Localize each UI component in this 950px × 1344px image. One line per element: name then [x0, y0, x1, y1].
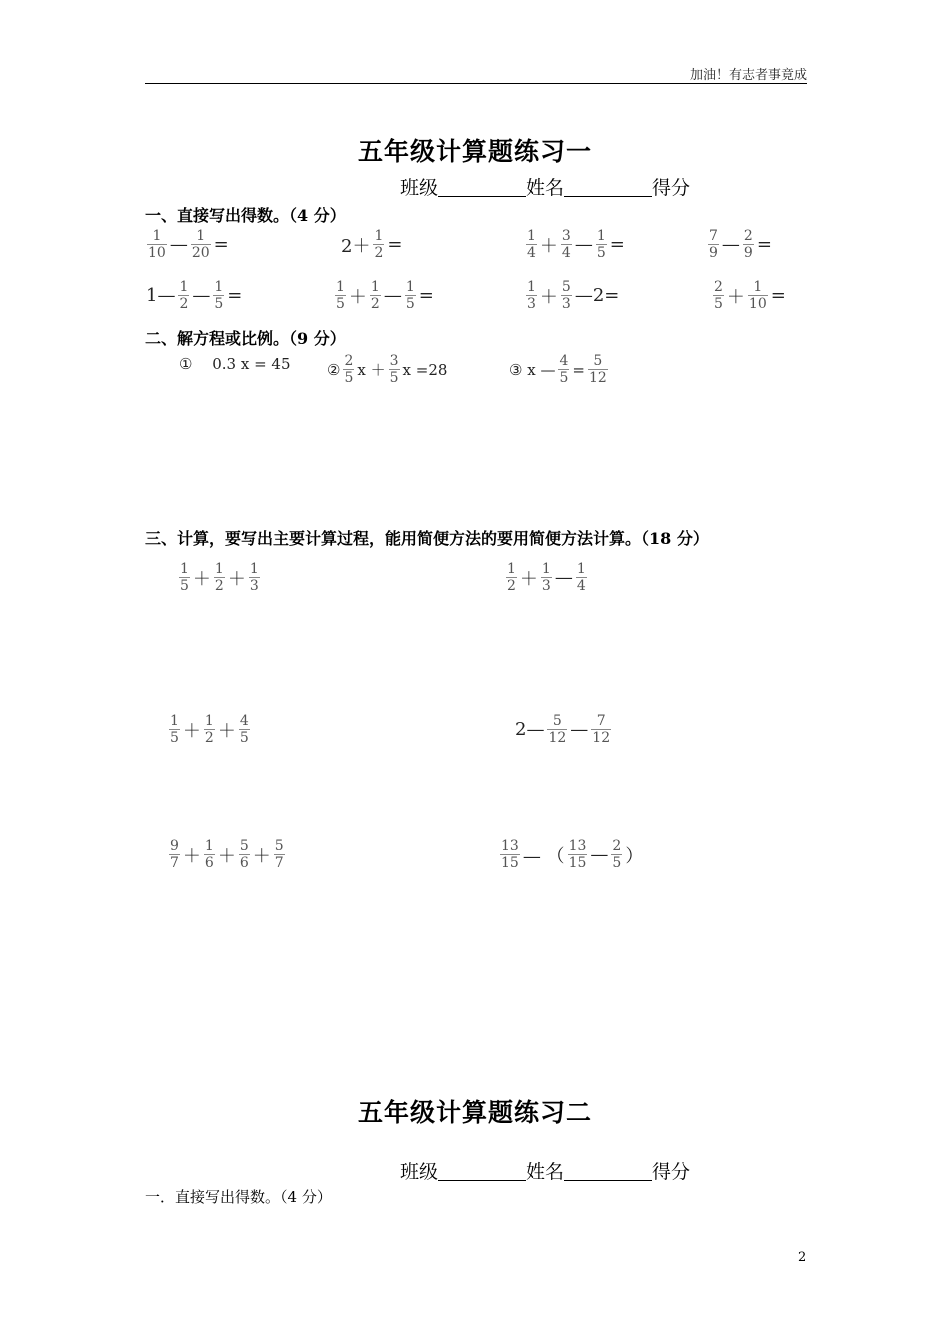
fraction-numerator: 3	[389, 353, 399, 369]
fraction	[541, 561, 552, 594]
fraction-numerator: 5	[561, 279, 571, 295]
math-operator: —	[383, 285, 402, 307]
math-operator: =	[227, 285, 243, 307]
fraction-denominator: 15	[501, 855, 519, 872]
math-operator: ＋	[252, 845, 271, 867]
fraction	[526, 228, 537, 261]
fraction-denominator: 4	[576, 578, 586, 595]
fraction	[506, 561, 517, 594]
fraction	[147, 228, 167, 261]
fraction	[708, 228, 719, 261]
fraction	[370, 279, 381, 312]
math-operator: —	[554, 567, 573, 589]
fraction	[500, 838, 520, 871]
fraction-numerator: 1	[370, 279, 380, 295]
exercise1-title: 五年级计算题练习一	[357, 137, 592, 166]
fraction	[373, 228, 384, 261]
math-operator: =	[418, 285, 434, 307]
math-operator: —	[590, 844, 609, 866]
fraction	[588, 353, 608, 386]
fraction	[239, 713, 250, 746]
fraction-numerator: 1	[170, 713, 179, 729]
equation-2	[326, 353, 448, 386]
math-operator: 1—	[146, 285, 176, 307]
fraction-numerator: 2	[344, 353, 354, 369]
fraction	[713, 279, 724, 312]
fraction-numerator: 1	[576, 561, 586, 577]
fraction-numerator: 1	[179, 279, 189, 295]
fraction-numerator: 1	[204, 713, 214, 729]
fraction-numerator: 4	[559, 353, 569, 369]
fraction-denominator: 5	[596, 245, 606, 262]
fraction-denominator: 6	[204, 855, 214, 872]
fraction-denominator: 5	[180, 578, 189, 595]
fraction-numerator: 13	[568, 838, 587, 854]
math-operator: ＋	[182, 720, 201, 742]
fraction-numerator: 7	[596, 713, 606, 729]
calc-1	[177, 561, 262, 594]
section3-heading: 三、计算，要写出主要计算过程，能用简便方法的要用简便方法计算。（18 分）	[145, 529, 709, 548]
fraction-denominator: 5	[170, 730, 179, 747]
fraction-denominator: 3	[561, 296, 571, 313]
fraction-denominator: 2	[179, 296, 189, 313]
math-operator: ②	[327, 360, 341, 379]
page-number: 2	[798, 1250, 807, 1265]
fraction-numerator: 2	[743, 228, 753, 244]
exercise1-info-line	[400, 173, 690, 200]
fraction-denominator: 9	[743, 245, 753, 262]
fraction	[561, 279, 572, 312]
fraction	[591, 713, 611, 746]
fraction-numerator: 1	[152, 228, 162, 244]
problem-q5	[145, 279, 243, 312]
fraction	[213, 279, 224, 312]
fraction-denominator: 5	[612, 855, 622, 872]
math-operator: ）	[625, 845, 644, 867]
math-operator: x ＋	[357, 361, 386, 380]
math-operator: =	[387, 234, 403, 256]
math-operator: —	[721, 234, 740, 256]
section2-heading: 二、解方程或比例。（9 分）	[145, 329, 346, 348]
fraction-numerator: 1	[541, 561, 551, 577]
fraction-denominator: 2	[214, 578, 224, 595]
problem-q2	[340, 228, 403, 261]
fraction-numerator: 1	[214, 561, 224, 577]
math-operator: ＋	[348, 286, 367, 308]
fraction-denominator: 5	[714, 296, 723, 313]
math-operator: ＋	[539, 235, 558, 257]
fraction-numerator: 5	[239, 838, 249, 854]
score-label: 得分	[652, 1161, 691, 1183]
fraction-numerator: 4	[239, 713, 249, 729]
fraction	[561, 228, 572, 261]
math-operator: ＋	[182, 845, 201, 867]
fraction-numerator: 5	[274, 838, 284, 854]
fraction	[547, 713, 567, 746]
math-operator: —	[570, 719, 589, 741]
exercise2-info-line	[400, 1157, 690, 1184]
fraction-numerator: 2	[714, 279, 723, 295]
math-operator: ＋	[539, 286, 558, 308]
fraction-denominator: 10	[748, 296, 767, 313]
fraction-numerator: 1	[204, 838, 214, 854]
fraction-denominator: 5	[214, 296, 224, 313]
problem-q1	[145, 228, 230, 261]
fraction-denominator: 20	[191, 245, 210, 262]
equation-1	[178, 353, 292, 374]
section1-heading: 一、直接写出得数。（4 分）	[145, 206, 346, 225]
calc-5	[167, 838, 287, 871]
fraction-denominator: 3	[249, 578, 259, 595]
math-operator: ＋	[726, 286, 745, 308]
fraction-numerator: 1	[527, 228, 536, 244]
name-blank	[564, 178, 652, 197]
fraction-numerator: 1	[336, 279, 345, 295]
calc-4	[514, 713, 613, 746]
fraction-denominator: 10	[148, 245, 166, 262]
math-operator: —	[192, 285, 211, 307]
fraction	[239, 838, 250, 871]
fraction-numerator: 1	[214, 279, 224, 295]
fraction	[748, 279, 768, 312]
class-blank	[438, 1162, 526, 1181]
exercise2-section1-heading: 一．直接写出得数。（4 分）	[145, 1188, 332, 1206]
class-blank	[438, 178, 526, 197]
math-operator: =	[770, 285, 786, 307]
math-operator: =	[756, 234, 772, 256]
header-rule	[145, 83, 807, 84]
class-label: 班级	[400, 1161, 439, 1183]
math-operator: ① 0.3 x = 45	[179, 355, 291, 373]
fraction	[178, 279, 189, 312]
fraction-numerator: 1	[753, 279, 763, 295]
fraction	[191, 228, 211, 261]
problem-q3	[524, 228, 626, 261]
fraction	[204, 713, 215, 746]
math-operator: =	[609, 234, 625, 256]
fraction	[169, 713, 180, 746]
fraction-denominator: 12	[548, 730, 567, 747]
fraction-numerator: 1	[180, 561, 189, 577]
math-operator: ③ x —	[509, 360, 556, 379]
fraction-denominator: 12	[588, 370, 607, 387]
math-operator: ＋	[192, 568, 211, 590]
fraction-denominator: 5	[389, 370, 399, 387]
fraction-numerator: 1	[196, 228, 206, 244]
math-operator: ＋	[217, 845, 236, 867]
calc-6	[498, 838, 644, 871]
calc-3	[167, 713, 252, 746]
fraction	[249, 561, 260, 594]
fraction	[343, 353, 354, 386]
fraction-denominator: 5	[559, 370, 569, 387]
fraction-denominator: 5	[405, 296, 415, 313]
fraction-denominator: 12	[592, 730, 611, 747]
math-operator: —2=	[574, 285, 620, 307]
fraction	[274, 838, 285, 871]
problem-q6	[333, 279, 435, 312]
problem-q8	[711, 279, 787, 312]
fraction	[576, 561, 587, 594]
math-operator: ＋	[217, 720, 236, 742]
fraction-denominator: 5	[344, 370, 354, 387]
fraction	[335, 279, 346, 312]
exercise2-title: 五年级计算题练习二	[357, 1098, 592, 1127]
fraction-denominator: 2	[374, 245, 384, 262]
fraction-numerator: 1	[507, 561, 516, 577]
fraction	[179, 561, 190, 594]
fraction-numerator: 9	[170, 838, 179, 854]
fraction	[558, 353, 569, 386]
math-operator: =	[572, 360, 585, 379]
name-label: 姓名	[526, 1161, 565, 1183]
fraction	[743, 228, 754, 261]
problem-q7	[524, 279, 620, 312]
calc-2	[504, 561, 589, 594]
math-operator: ＋	[227, 568, 246, 590]
fraction-numerator: 13	[501, 838, 519, 854]
fraction-denominator: 5	[239, 730, 249, 747]
math-operator: 2＋	[341, 235, 371, 257]
fraction	[568, 838, 588, 871]
fraction-numerator: 3	[561, 228, 571, 244]
fraction-denominator: 15	[568, 855, 587, 872]
fraction-numerator: 7	[709, 228, 718, 244]
fraction	[596, 228, 607, 261]
fraction-denominator: 2	[370, 296, 380, 313]
fraction	[389, 353, 400, 386]
class-label: 班级	[400, 177, 439, 199]
math-operator: x =28	[402, 360, 448, 379]
fraction-numerator: 5	[593, 353, 603, 369]
fraction	[526, 279, 537, 312]
fraction-denominator: 9	[709, 245, 718, 262]
math-operator: —	[574, 234, 593, 256]
score-label: 得分	[652, 177, 691, 199]
fraction	[611, 838, 622, 871]
name-label: 姓名	[526, 177, 565, 199]
fraction-denominator: 4	[527, 245, 536, 262]
fraction-numerator: 1	[527, 279, 536, 295]
math-operator: —	[169, 234, 188, 256]
fraction-denominator: 3	[541, 578, 551, 595]
fraction-numerator: 1	[405, 279, 415, 295]
fraction-numerator: 1	[249, 561, 259, 577]
math-operator: ＋	[519, 568, 538, 590]
fraction-denominator: 2	[507, 578, 516, 595]
fraction-numerator: 5	[552, 713, 562, 729]
fraction-denominator: 7	[170, 855, 179, 872]
fraction	[405, 279, 416, 312]
fraction-numerator: 2	[612, 838, 622, 854]
fraction-numerator: 1	[374, 228, 384, 244]
fraction	[214, 561, 225, 594]
header-motto: 加油！有志者事竟成	[689, 68, 807, 83]
fraction-denominator: 3	[527, 296, 536, 313]
name-blank	[564, 1162, 652, 1181]
fraction-denominator: 6	[239, 855, 249, 872]
fraction-denominator: 5	[336, 296, 345, 313]
fraction	[204, 838, 215, 871]
fraction-denominator: 2	[204, 730, 214, 747]
fraction-numerator: 1	[596, 228, 606, 244]
fraction	[169, 838, 180, 871]
problem-q4	[706, 228, 773, 261]
fraction-denominator: 4	[561, 245, 571, 262]
math-operator: =	[213, 234, 229, 256]
math-operator: 2—	[515, 719, 545, 741]
equation-3	[508, 353, 610, 386]
fraction-denominator: 7	[274, 855, 284, 872]
math-operator: — （	[522, 845, 565, 867]
